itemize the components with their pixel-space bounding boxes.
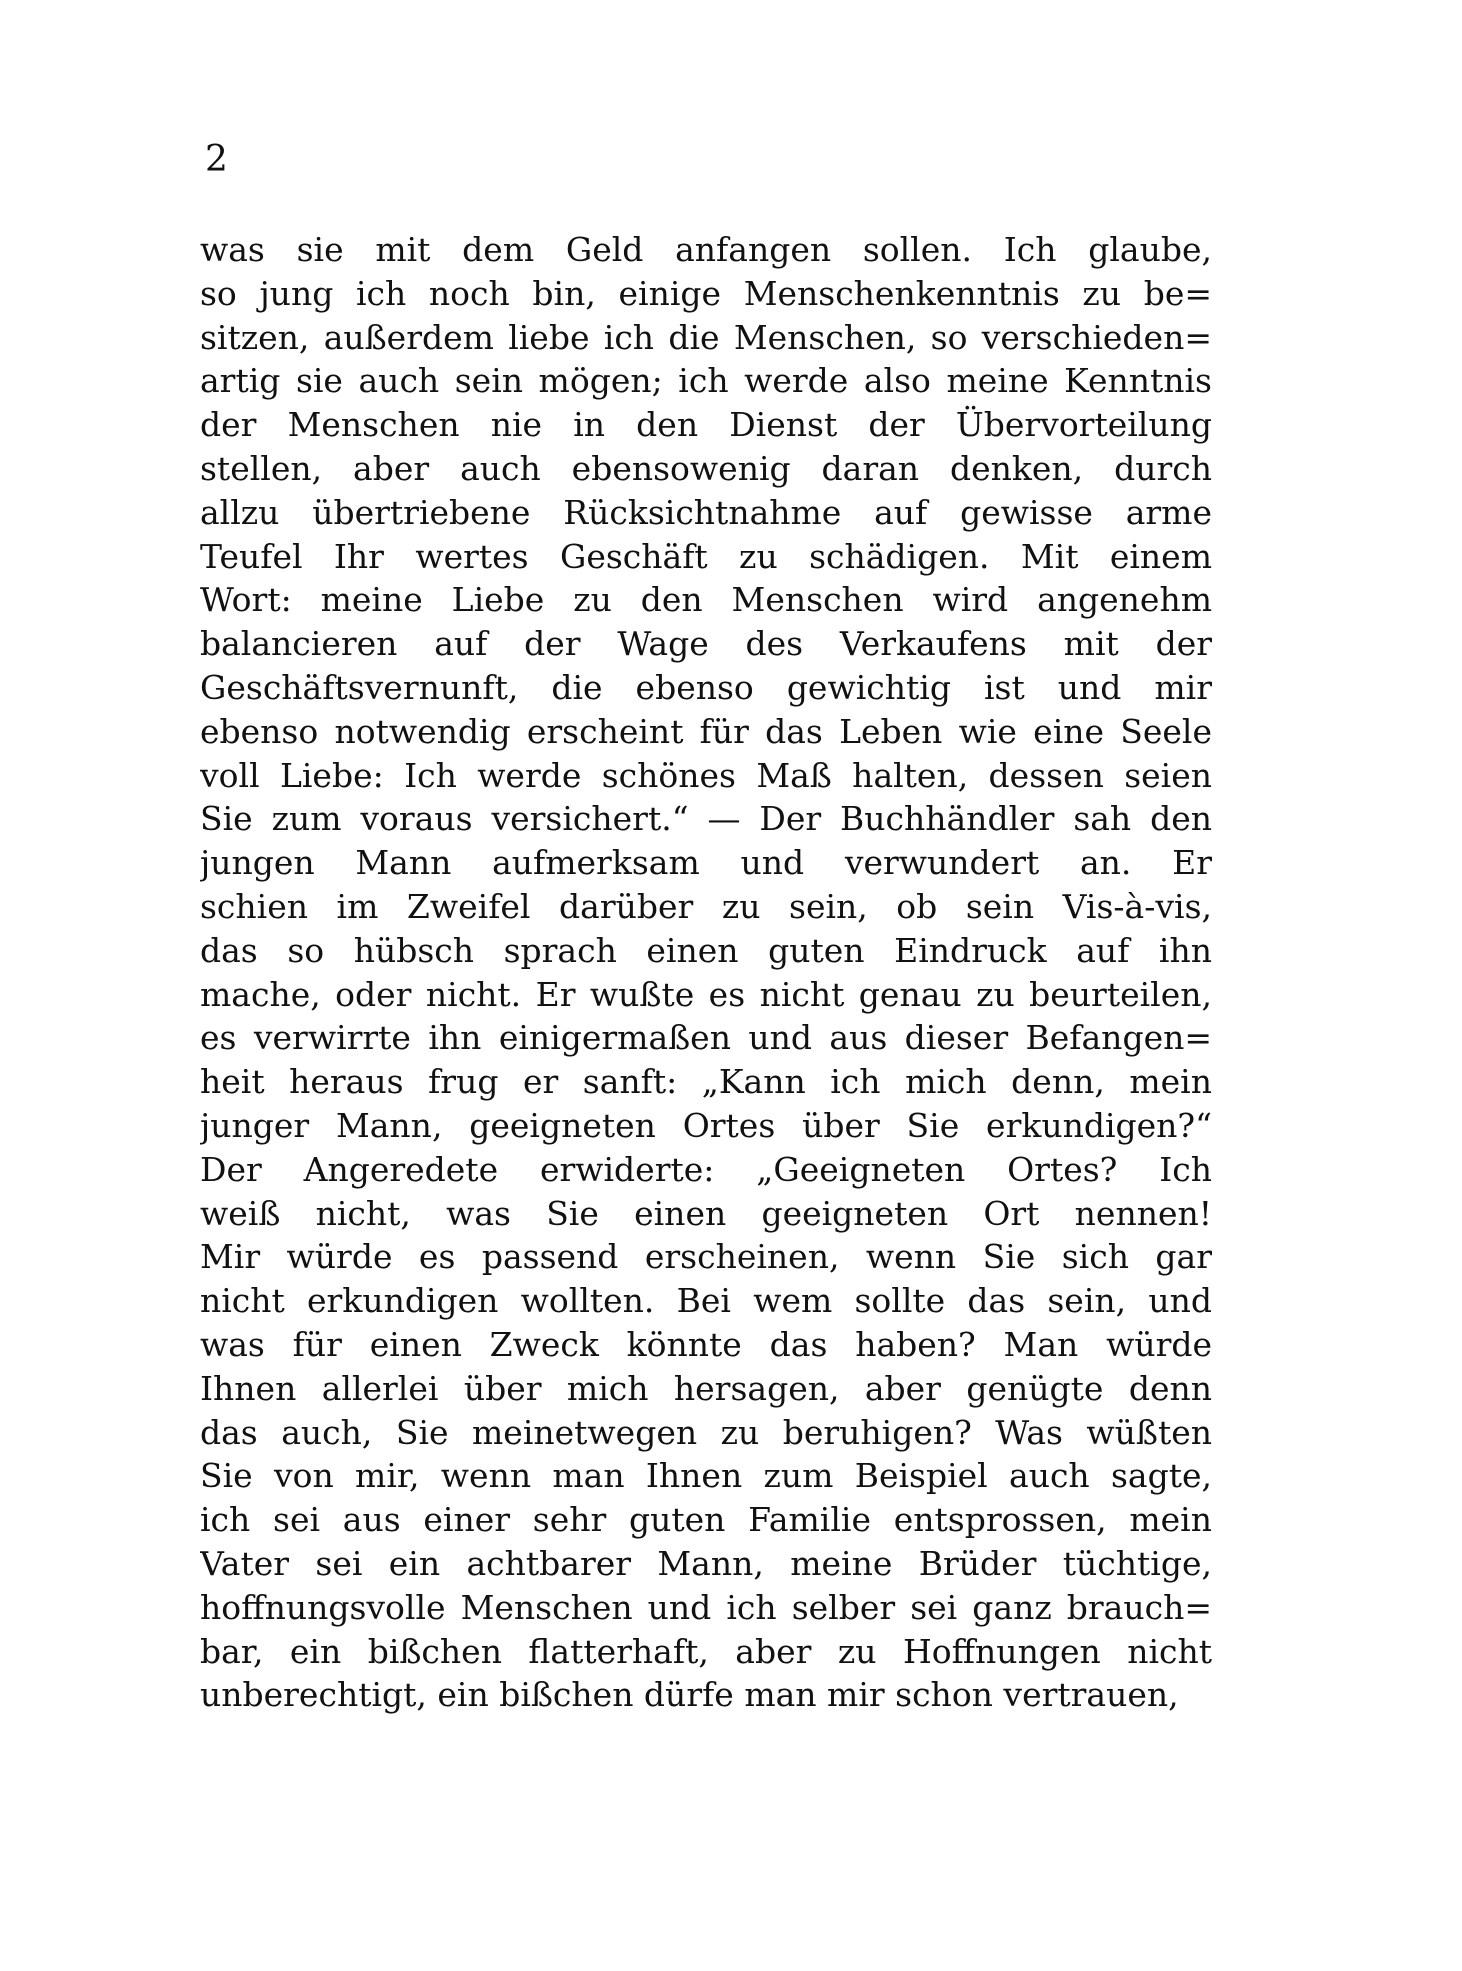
text-line: voll Liebe: Ich werde schönes Maß halten, dessen seien [200, 755, 1212, 795]
body-text [200, 228, 1212, 1717]
text-line: balancieren auf der Wage des Verkaufens mit der [200, 624, 1212, 664]
text-line: junger Mann, geeigneten Ortes über Sie erkundigen?“ [200, 1105, 1212, 1145]
text-line: Der Angeredete erwiderte: „Geeigneten Ortes? Ich [200, 1149, 1212, 1189]
text-line: Ihnen allerlei über mich hersagen, aber genügte denn [200, 1368, 1212, 1408]
text-line: jungen Mann aufmerksam und verwundert an. Er [200, 843, 1212, 883]
text-line: ich sei aus einer sehr guten Familie entsprossen, mein [200, 1500, 1212, 1540]
text-line: Sie zum voraus versichert.“ — Der Buchhändler sah den [200, 799, 1212, 839]
text-line: Geschäftsvernunft, die ebenso gewichtig ist und mir [200, 667, 1212, 707]
page-number: 2 [205, 139, 228, 180]
text-line: so jung ich noch bin, einige Menschenkenntnis zu be= [200, 273, 1212, 313]
text-line: der Menschen nie in den Dienst der Übervorteilung [200, 405, 1212, 445]
text-line: allzu übertriebene Rücksichtnahme auf gewisse arme [200, 492, 1212, 532]
text-line: es verwirrte ihn einigermaßen und aus dieser Befangen= [200, 1018, 1212, 1058]
text-line: nicht erkundigen wollten. Bei wem sollte das sein, und [200, 1281, 1212, 1321]
text-line: schien im Zweifel darüber zu sein, ob sein Vis-à-vis, [200, 886, 1212, 926]
text-line: ebenso notwendig erscheint für das Leben wie eine Seele [200, 711, 1212, 751]
text-line: das so hübsch sprach einen guten Eindruck auf ihn [200, 930, 1212, 970]
text-line: hoffnungsvolle Menschen und ich selber sei ganz brauch= [200, 1587, 1212, 1627]
text-line: das auch, Sie meinetwegen zu beruhigen? Was wüßten [200, 1412, 1212, 1452]
text-line: stellen, aber auch ebensowenig daran denken, durch [200, 448, 1212, 488]
text-line: mache, oder nicht. Er wußte es nicht genau zu beurteilen, [200, 974, 1212, 1014]
text-line: Sie von mir, wenn man Ihnen zum Beispiel auch sagte, [200, 1456, 1212, 1496]
text-line: bar, ein bißchen flatterhaft, aber zu Hoffnungen nicht [200, 1631, 1212, 1671]
text-line: was für einen Zweck könnte das haben? Man würde [200, 1324, 1212, 1364]
text-line: Mir würde es passend erscheinen, wenn Sie sich gar [200, 1237, 1212, 1277]
text-line: weiß nicht, was Sie einen geeigneten Ort nennen! [200, 1193, 1212, 1233]
text-line: was sie mit dem Geld anfangen sollen. Ich glaube, [200, 230, 1212, 269]
text-line: unberechtigt, ein bißchen dürfe man mir schon vertrauen, [200, 1675, 1179, 1715]
text-line: Vater sei ein achtbarer Mann, meine Brüder tüchtige, [200, 1543, 1212, 1583]
text-line: heit heraus frug er sanft: „Kann ich mich denn, mein [200, 1062, 1212, 1102]
text-line: sitzen, außerdem liebe ich die Menschen, so verschieden= [200, 317, 1212, 357]
text-line: Teufel Ihr wertes Geschäft zu schädigen. Mit einem [200, 536, 1212, 576]
text-line: artig sie auch sein mögen; ich werde also meine Kenntnis [200, 361, 1212, 401]
text-line: Wort: meine Liebe zu den Menschen wird angenehm [200, 580, 1212, 620]
